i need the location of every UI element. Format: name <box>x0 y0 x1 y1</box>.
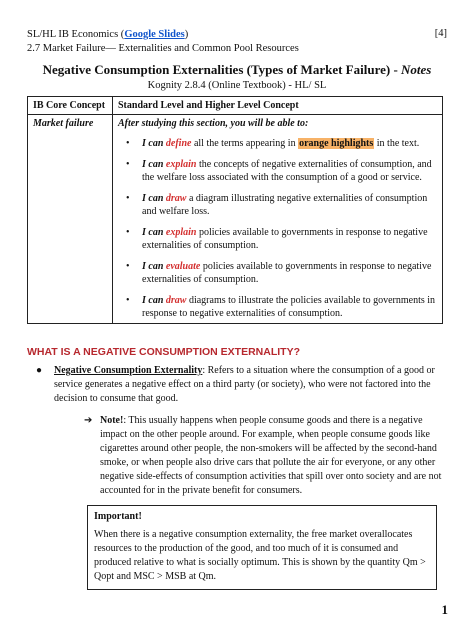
important-box <box>87 505 437 590</box>
google-slides-link[interactable]: Google Slides <box>124 29 185 40</box>
section-heading: WHAT IS A NEGATIVE CONSUMPTION EXTERNALITY? <box>27 346 300 358</box>
page-title: Negative Consumption Externalities (Types of Market Failure) - Notes <box>42 62 432 77</box>
bullet-icon: ● <box>36 365 43 376</box>
objective-ican: I can <box>142 227 164 238</box>
row-label: Market failure <box>28 115 113 324</box>
orange-highlight: orange highlights <box>299 138 374 149</box>
objective-text: a diagram illustrating negative externalities of consumption and welfare loss. <box>142 193 428 217</box>
definition-term: Negative Consumption Externality <box>54 365 203 376</box>
page-label: [4] <box>434 28 447 39</box>
col-header-core: IB Core Concept <box>28 97 113 115</box>
objective-text: all the terms appearing in <box>193 138 296 149</box>
objective-verb: draw <box>165 295 187 306</box>
arrow-right-icon: ➔ <box>84 415 93 426</box>
objective-item <box>118 137 437 150</box>
document-header <box>27 28 447 56</box>
page-number: 1 <box>441 602 448 617</box>
page-subtitle: Kognity 2.8.4 (Online Textbook) - HL/ SL <box>147 80 327 91</box>
objective-item <box>118 158 437 184</box>
objective-ican: I can <box>142 295 164 306</box>
note-text: : This usually happens when people consume goods and there is a negative impact on the other people around. For example, when people consume goods like cigarettes around other people, the non-smokers will be affected by the second-hand smoke, or when people also drive cars that pollute the air for everyone, or any other negative side-effects of consumption activities that spill over onto society and are not accounted for in the private benefit for consumers. <box>100 415 442 496</box>
objective-verb: explain <box>165 159 197 170</box>
objective-text: the concepts of negative externalities of consumption, and the welfare loss associated with the consumption of a good or service. <box>142 159 432 183</box>
objectives-list <box>118 137 437 320</box>
objective-verb: define <box>165 138 192 149</box>
note-label: Note! <box>100 415 124 426</box>
objectives-intro: After studying this section, you will be able to: <box>118 118 309 129</box>
definition-item <box>36 364 446 406</box>
important-text: When there is a negative consumption externality, the free market overallocates resources to the production of the good, and too much of it is consumed and produced relative to what is socially optimum. This is shown by the quantity Qm > Qopt and MSC > MSB at Qm. <box>94 529 426 582</box>
objective-verb: draw <box>165 193 187 204</box>
objective-text: policies available to governments in response to negative externalities of consumption. <box>142 227 428 251</box>
objective-item <box>118 260 437 286</box>
objectives-cell <box>113 115 443 324</box>
course-line: SL/HL IB Economics (Google Slides) <box>27 29 189 40</box>
objective-text-after: in the text. <box>376 138 420 149</box>
objective-ican: I can <box>142 261 164 272</box>
objective-item <box>118 192 437 218</box>
col-header-level: Standard Level and Higher Level Concept <box>113 97 443 115</box>
objective-text: policies available to governments in response to negative externalities of consumption. <box>142 261 432 285</box>
objective-item <box>118 226 437 252</box>
objectives-table <box>27 96 443 324</box>
important-title: Important! <box>94 511 142 522</box>
objective-verb: explain <box>165 227 197 238</box>
objective-verb: evaluate <box>165 261 201 272</box>
objective-ican: I can <box>142 138 164 149</box>
objective-ican: I can <box>142 193 164 204</box>
note-item <box>84 414 446 498</box>
objective-ican: I can <box>142 159 164 170</box>
topic-line: 2.7 Market Failure— Externalities and Common Pool Resources <box>27 43 299 54</box>
objective-text: diagrams to illustrate the policies available to governments in response to negative externalities of consumption. <box>142 295 436 319</box>
objective-item <box>118 294 437 320</box>
definition-text: : Refers to a situation where the consumption of a good or service generates a negative effect on a third party (or society), who were not factored into the decision to consume that good. <box>54 365 435 404</box>
